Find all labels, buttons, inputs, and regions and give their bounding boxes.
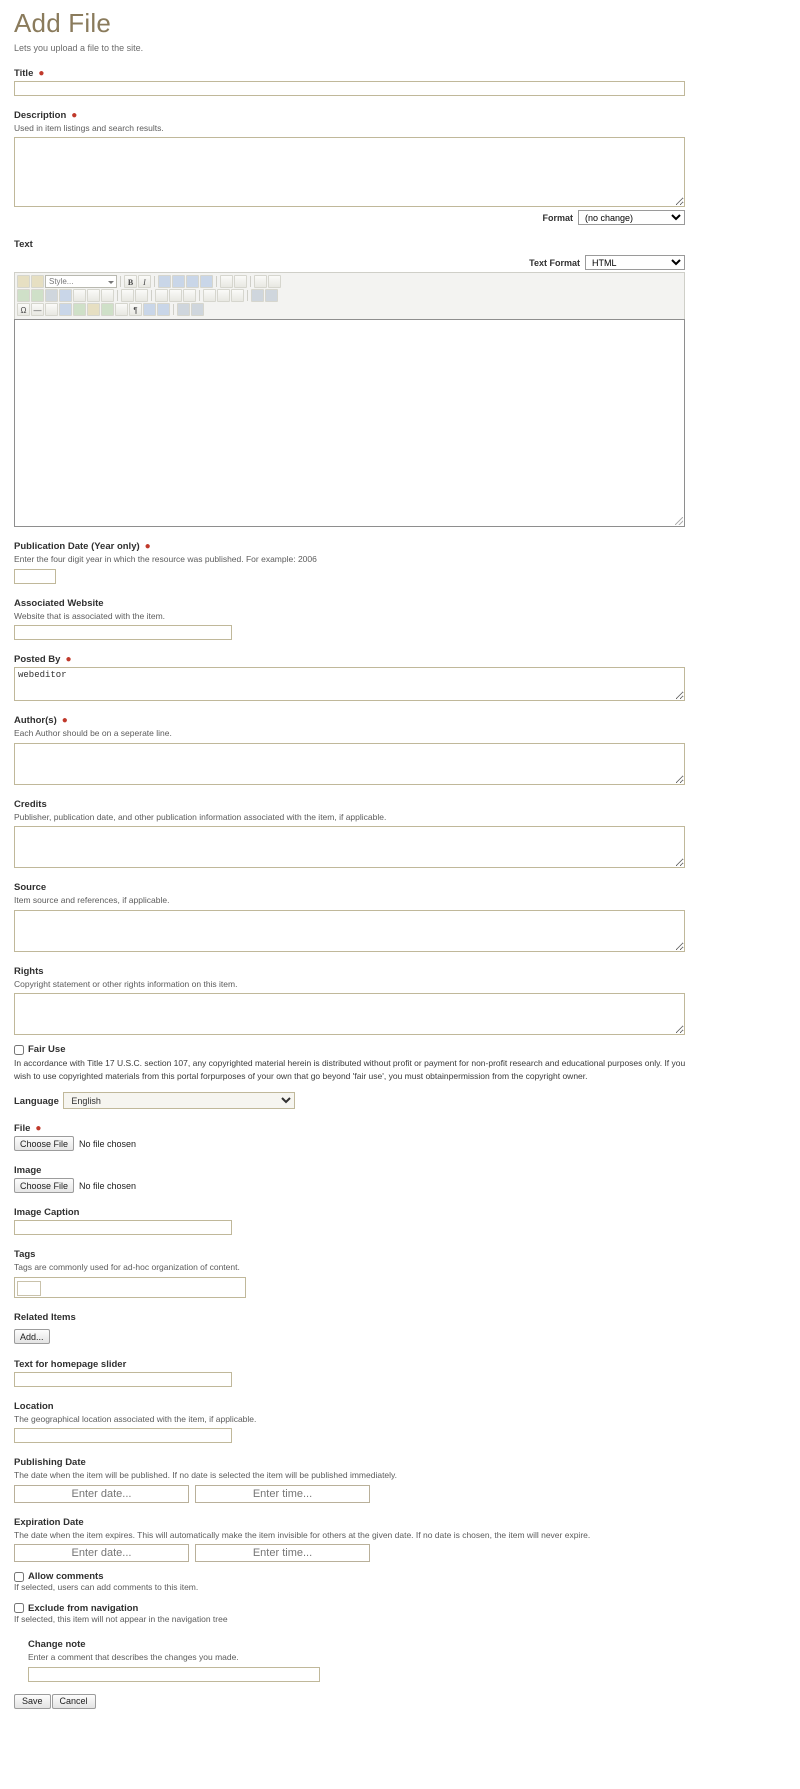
image-icon[interactable] xyxy=(59,289,72,302)
field-fair-use xyxy=(14,1044,788,1082)
text-label: Text xyxy=(14,239,33,251)
toolbar-separator xyxy=(247,290,248,301)
editor-content-area[interactable] xyxy=(14,319,685,527)
table-icon[interactable] xyxy=(45,289,58,302)
change-note-input[interactable] xyxy=(28,1667,320,1682)
page-description: Lets you upload a file to the site. xyxy=(14,43,144,53)
source-textarea[interactable] xyxy=(14,910,685,952)
file-choose-button[interactable]: Choose File xyxy=(14,1136,74,1151)
title-label: Title xyxy=(14,68,34,79)
bold-icon[interactable]: B xyxy=(124,275,137,288)
field-related-items xyxy=(14,1307,788,1345)
source-help: Item source and references, if applicable. xyxy=(14,895,170,906)
publication-date-label: Publication Date (Year only) xyxy=(14,541,140,553)
field-location xyxy=(14,1396,788,1443)
file-status-text: No file chosen xyxy=(79,1138,137,1149)
slider-text-label: Text for homepage slider xyxy=(14,1358,127,1370)
field-image xyxy=(14,1160,788,1193)
description-format-row xyxy=(14,210,685,225)
file-label: File xyxy=(14,1123,31,1135)
numbered-list-icon[interactable] xyxy=(234,275,247,288)
field-associated-website xyxy=(14,593,788,640)
authors-textarea[interactable] xyxy=(14,743,685,785)
toolbar-separator xyxy=(151,290,152,301)
merge-cells-icon[interactable] xyxy=(155,289,168,302)
insert-row-icon[interactable] xyxy=(121,289,134,302)
add-file-form-page xyxy=(0,8,800,1727)
field-tags xyxy=(14,1244,788,1297)
file-required-marker: ● xyxy=(35,1123,42,1135)
field-text xyxy=(14,234,788,527)
align-left-icon[interactable] xyxy=(158,275,171,288)
about-icon[interactable] xyxy=(157,303,170,316)
cancel-button[interactable]: Cancel xyxy=(52,1694,96,1709)
format-select[interactable] xyxy=(578,210,685,225)
link-icon[interactable] xyxy=(73,289,86,302)
field-file xyxy=(14,1118,788,1151)
image-status-text: No file chosen xyxy=(79,1180,137,1191)
toolbar-separator xyxy=(250,276,251,287)
slider-text-input[interactable] xyxy=(14,1372,232,1387)
align-justify-icon[interactable] xyxy=(200,275,213,288)
edit-source-icon[interactable] xyxy=(101,289,114,302)
insert-column-icon[interactable] xyxy=(135,289,148,302)
description-label: Description xyxy=(14,110,67,121)
insert-media-icon[interactable] xyxy=(59,303,72,316)
posted-by-label: Posted By xyxy=(14,654,61,666)
block-quote-icon[interactable] xyxy=(251,289,264,302)
image-caption-input[interactable] xyxy=(14,1220,232,1235)
field-language xyxy=(14,1091,788,1110)
align-right-icon[interactable] xyxy=(186,275,199,288)
allow-comments-row xyxy=(14,1571,788,1582)
toolbar-separator xyxy=(154,276,155,287)
tags-widget[interactable] xyxy=(14,1277,246,1298)
publishing-date-row xyxy=(14,1485,788,1503)
find-icon[interactable] xyxy=(87,303,100,316)
publication-date-help: Enter the four digit year in which the resource was published. For example: 2006 xyxy=(14,554,317,565)
description-help: Used in item listings and search results. xyxy=(14,123,164,133)
authors-required-marker: ● xyxy=(61,715,68,727)
tags-label: Tags xyxy=(14,1249,36,1261)
publication-date-required-marker: ● xyxy=(144,541,151,553)
field-exclude-from-navigation xyxy=(14,1603,788,1625)
title-required-marker: ● xyxy=(38,68,45,79)
editor-resize-handle[interactable] xyxy=(675,517,683,525)
image-caption-label: Image Caption xyxy=(14,1207,80,1219)
editor-toolbar xyxy=(14,272,685,319)
subscript-icon[interactable] xyxy=(217,289,230,302)
spellcheck-icon[interactable] xyxy=(231,289,244,302)
toolbar-row-2 xyxy=(17,289,682,302)
fair-use-label: Fair Use xyxy=(28,1044,66,1056)
special-character-icon[interactable]: Ω xyxy=(17,303,30,316)
associated-website-label: Associated Website xyxy=(14,597,104,609)
superscript-icon[interactable] xyxy=(203,289,216,302)
anchor-icon[interactable] xyxy=(87,289,100,302)
bullet-list-icon[interactable] xyxy=(220,275,233,288)
location-label: Location xyxy=(14,1400,54,1412)
redo-icon[interactable] xyxy=(31,289,44,302)
div-container-icon[interactable] xyxy=(265,289,278,302)
field-credits xyxy=(14,794,788,868)
field-expiration-date xyxy=(14,1512,788,1562)
rights-label: Rights xyxy=(14,965,44,977)
allow-comments-label: Allow comments xyxy=(28,1571,104,1583)
toolbar-row-1 xyxy=(17,275,682,288)
expiration-time-input[interactable] xyxy=(195,1544,370,1562)
indent-icon[interactable] xyxy=(268,275,281,288)
cell-properties-icon[interactable] xyxy=(183,289,196,302)
toolbar-separator xyxy=(120,276,121,287)
fair-use-checkbox[interactable] xyxy=(14,1045,24,1055)
toolbar-separator xyxy=(199,290,200,301)
title-input[interactable] xyxy=(14,81,685,96)
change-note-label: Change note xyxy=(28,1639,86,1651)
authors-label: Author(s) xyxy=(14,715,57,727)
exclude-from-navigation-checkbox[interactable] xyxy=(14,1603,24,1613)
field-change-note xyxy=(28,1634,788,1681)
allow-comments-help: If selected, users can add comments to this item. xyxy=(14,1582,199,1593)
exclude-from-navigation-help: If selected, this item will not appear in the navigation tree xyxy=(14,1613,228,1624)
field-description xyxy=(14,105,788,225)
allow-comments-checkbox[interactable] xyxy=(14,1572,24,1582)
expiration-date-row xyxy=(14,1544,788,1562)
image-label: Image xyxy=(14,1165,42,1177)
description-required-marker: ● xyxy=(71,110,78,121)
posted-by-textarea[interactable] xyxy=(14,667,685,701)
posted-by-required-marker: ● xyxy=(65,654,72,666)
print-icon[interactable] xyxy=(191,303,204,316)
file-input-row xyxy=(14,1136,788,1151)
align-center-icon[interactable] xyxy=(172,275,185,288)
publication-date-input[interactable] xyxy=(14,569,56,584)
credits-label: Credits xyxy=(14,798,47,810)
language-label: Language xyxy=(14,1095,59,1107)
related-items-add-button[interactable]: Add... xyxy=(14,1329,50,1344)
templates-icon[interactable] xyxy=(177,303,190,316)
publishing-time-input[interactable] xyxy=(195,1485,370,1503)
change-note-help: Enter a comment that describes the changes you made. xyxy=(28,1652,239,1663)
field-source xyxy=(14,877,788,951)
format-label: Format xyxy=(542,212,573,223)
tags-input[interactable] xyxy=(17,1281,41,1296)
rich-text-editor xyxy=(14,272,788,527)
toolbar-separator xyxy=(117,290,118,301)
field-title xyxy=(14,63,788,96)
horizontal-rule-icon[interactable]: — xyxy=(31,303,44,316)
text-format-select[interactable] xyxy=(585,255,685,270)
description-textarea[interactable] xyxy=(14,137,685,207)
tags-help: Tags are commonly used for ad-hoc organization of content. xyxy=(14,1262,240,1273)
page-title: Add File xyxy=(14,8,111,38)
insert-form-icon[interactable] xyxy=(73,303,86,316)
fair-use-row xyxy=(14,1044,788,1055)
undo-icon[interactable] xyxy=(17,289,30,302)
form-buttons xyxy=(14,1694,788,1709)
text-format-label: Text Format xyxy=(529,257,580,268)
rights-textarea[interactable] xyxy=(14,993,685,1035)
location-input[interactable] xyxy=(14,1428,232,1443)
italic-icon[interactable]: I xyxy=(138,275,151,288)
rights-help: Copyright statement or other rights information on this item. xyxy=(14,978,238,989)
publishing-date-help: The date when the item will be published. If no date is selected the item will be published immediately. xyxy=(14,1470,398,1481)
exclude-from-navigation-label: Exclude from navigation xyxy=(28,1602,139,1614)
text-format-row xyxy=(14,255,685,270)
field-publishing-date xyxy=(14,1452,788,1502)
save-button[interactable]: Save xyxy=(14,1694,51,1709)
field-authors xyxy=(14,710,788,784)
credits-textarea[interactable] xyxy=(14,826,685,868)
authors-help: Each Author should be on a seperate line. xyxy=(14,728,172,739)
show-blocks-icon[interactable]: ¶ xyxy=(129,303,142,316)
outdent-icon[interactable] xyxy=(254,275,267,288)
paste-text-icon[interactable] xyxy=(31,275,44,288)
credits-help: Publisher, publication date, and other publication information associated with the item, if applicable. xyxy=(14,811,387,822)
field-publication-date xyxy=(14,536,788,583)
style-dropdown[interactable]: Style... xyxy=(45,275,117,288)
publishing-date-label: Publishing Date xyxy=(14,1457,86,1469)
image-input-row xyxy=(14,1178,788,1193)
field-image-caption xyxy=(14,1202,788,1235)
expiration-date-input[interactable] xyxy=(14,1544,189,1562)
toolbar-separator xyxy=(216,276,217,287)
associated-website-help: Website that is associated with the item. xyxy=(14,610,166,621)
field-posted-by xyxy=(14,649,788,701)
field-slider-text xyxy=(14,1354,788,1387)
fair-use-text: In accordance with Title 17 U.S.C. section 107, any copyrighted material herein is distributed without profit or payment for non-profit research and educational purposes only. If you wish to use copyrighted materials from this portal forpurposes of your own that go beyond 'fair use', you must obtainpermission from the copyright owner. xyxy=(14,1058,686,1081)
related-items-label: Related Items xyxy=(14,1311,76,1323)
publishing-date-input[interactable] xyxy=(14,1485,189,1503)
page-break-icon[interactable] xyxy=(45,303,58,316)
language-select[interactable] xyxy=(63,1092,295,1109)
exclude-from-navigation-row xyxy=(14,1603,788,1614)
field-allow-comments xyxy=(14,1571,788,1593)
source-label: Source xyxy=(14,882,47,894)
image-choose-button[interactable]: Choose File xyxy=(14,1178,74,1193)
spacer xyxy=(14,1325,788,1327)
split-cell-icon[interactable] xyxy=(169,289,182,302)
expiration-date-help: The date when the item expires. This will automatically make the item invisible for others at the given date. If no date is chosen, the item will never expire. xyxy=(14,1529,591,1540)
select-all-icon[interactable] xyxy=(115,303,128,316)
field-rights xyxy=(14,961,788,1035)
expiration-date-label: Expiration Date xyxy=(14,1516,84,1528)
toolbar-separator xyxy=(173,304,174,315)
location-help: The geographical location associated with the item, if applicable. xyxy=(14,1413,257,1424)
toolbar-row-3 xyxy=(17,303,682,316)
replace-icon[interactable] xyxy=(101,303,114,316)
maximize-icon[interactable] xyxy=(143,303,156,316)
paste-icon[interactable] xyxy=(17,275,30,288)
associated-website-input[interactable] xyxy=(14,625,232,640)
